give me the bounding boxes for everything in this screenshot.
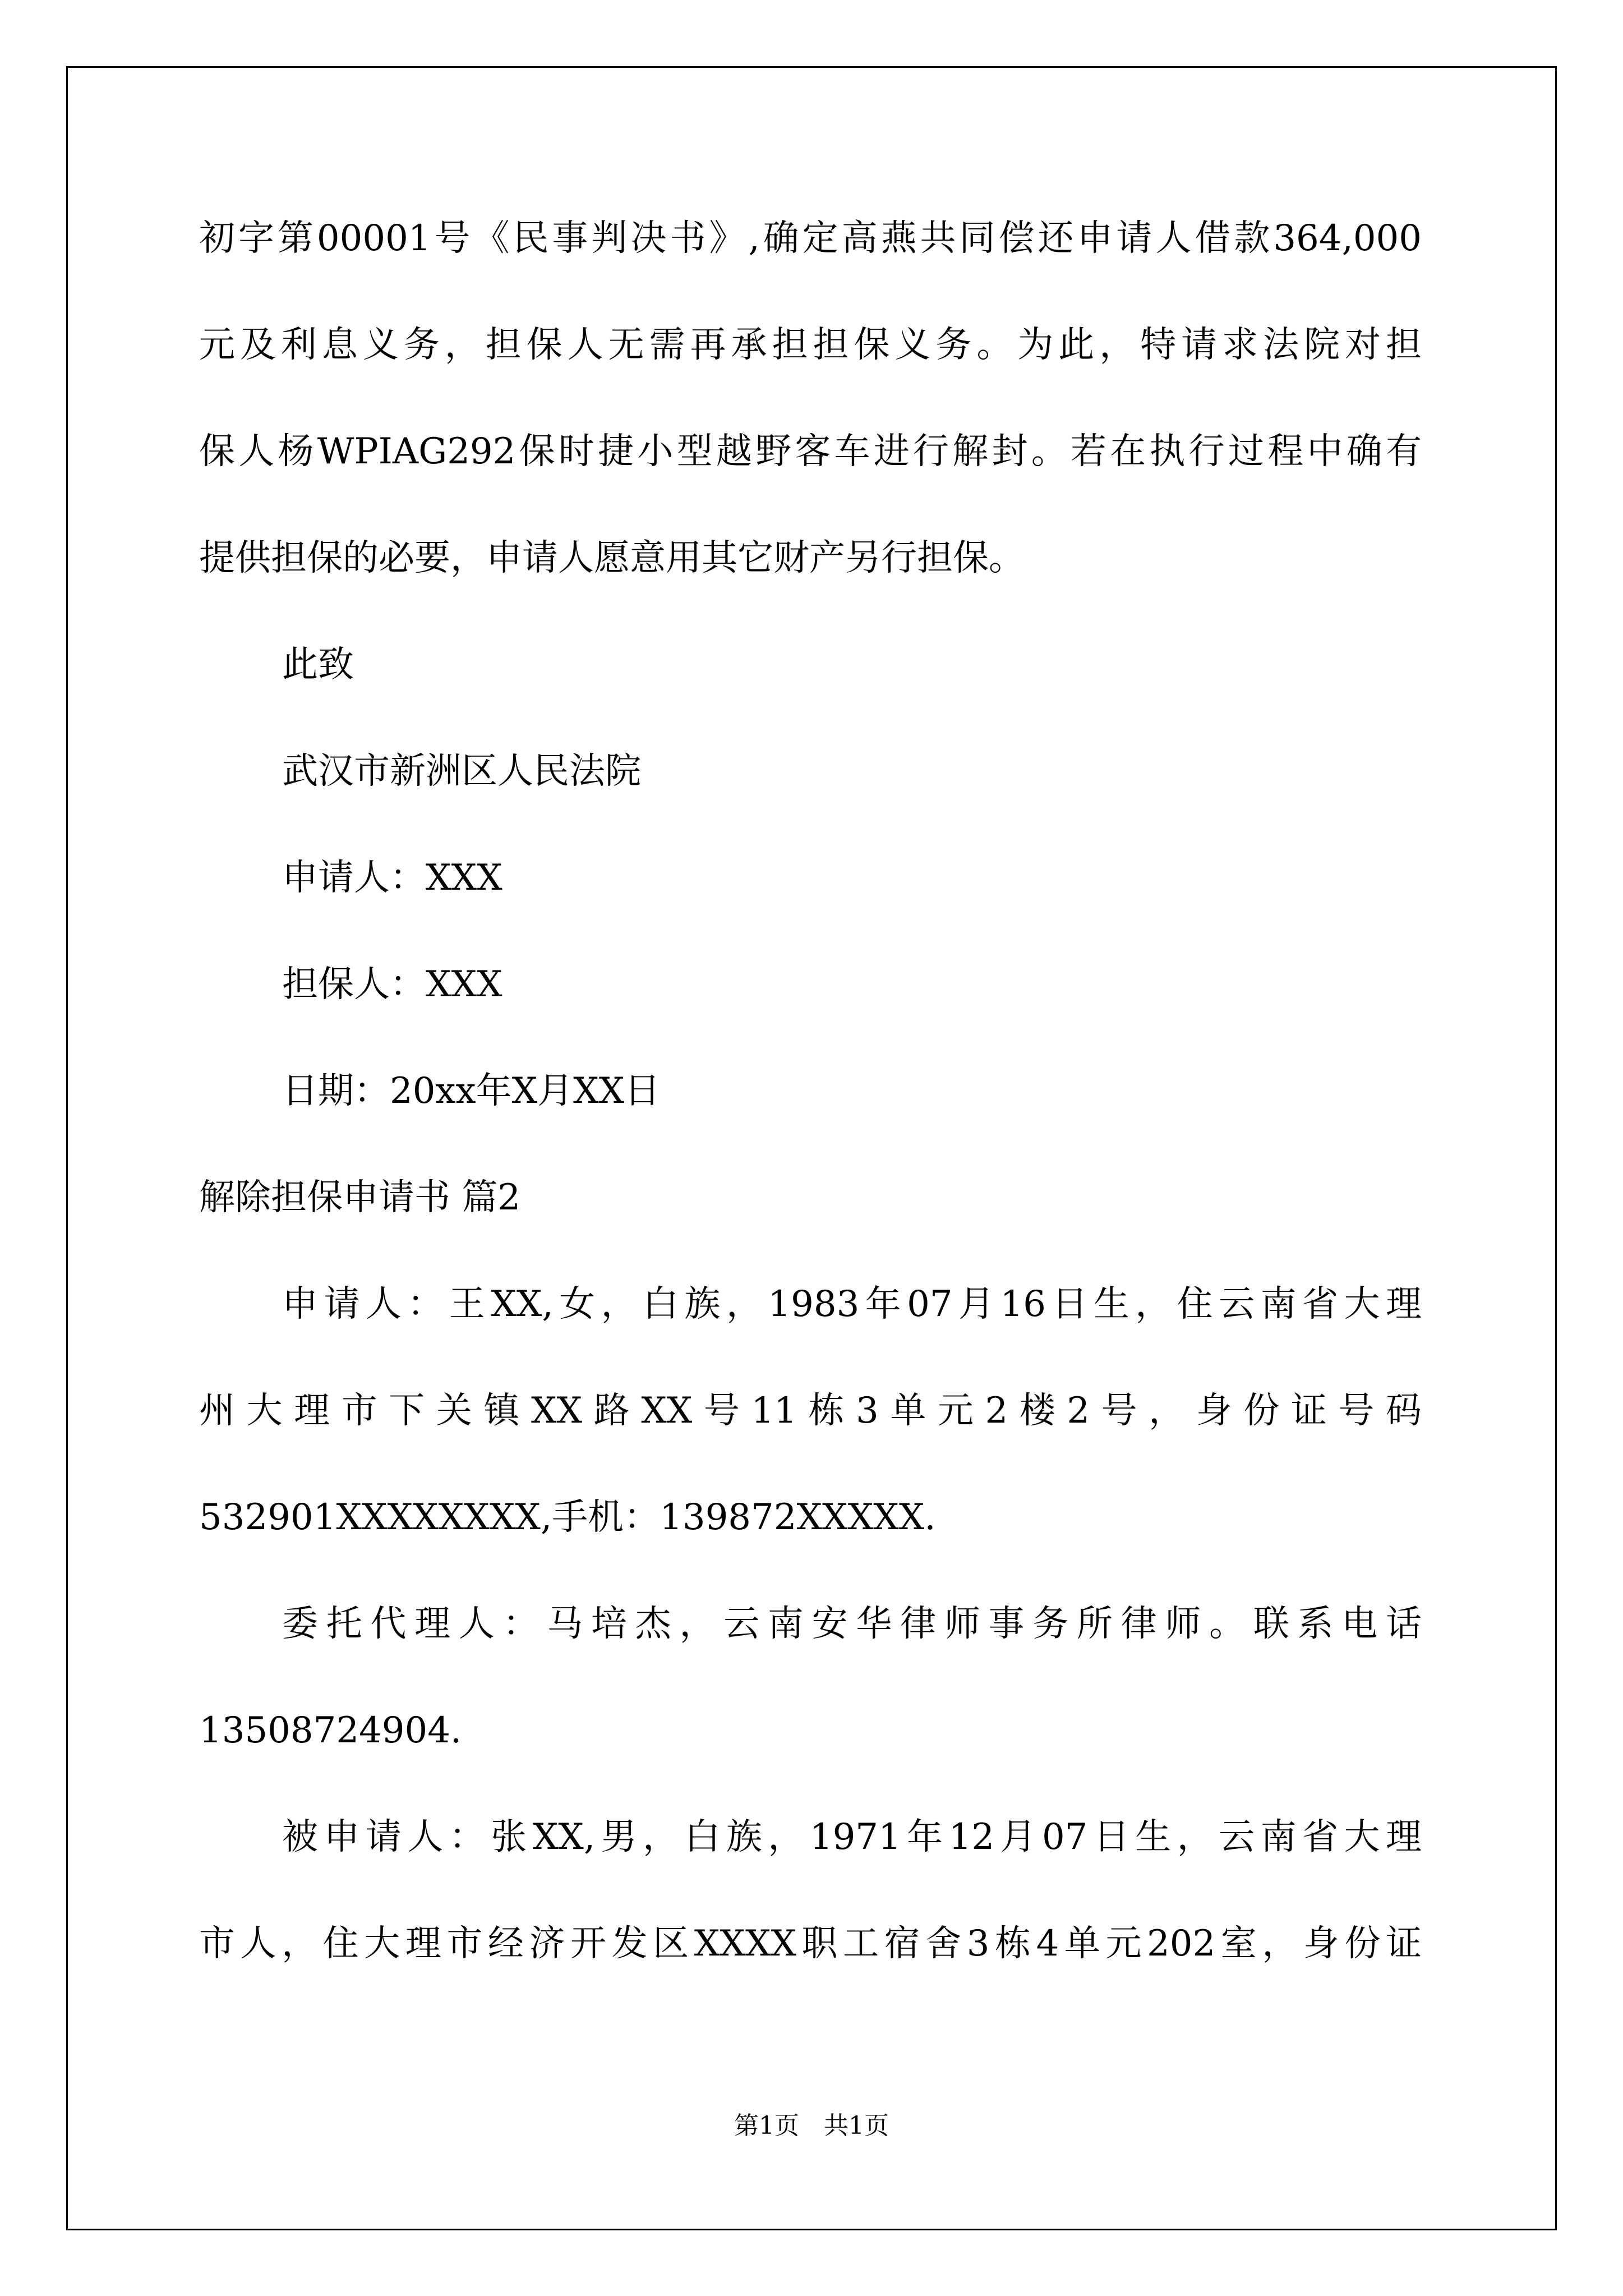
guarantor-signature: 担保人：XXX: [282, 964, 502, 1005]
salutation: 此致: [282, 644, 354, 685]
recipient-court: 武汉市新洲区人民法院: [282, 751, 641, 792]
applicant-signature: 申请人：XXX: [282, 857, 502, 899]
paragraph-line: 委托代理人：马培杰，云南安华律师事务所律师。联系电话: [282, 1603, 1422, 1645]
paragraph-line: 市人，住大理市经济开发区XXXX职工宿舍3栋4单元202室，身份证: [199, 1923, 1422, 1964]
section-heading: 解除担保申请书 篇2: [199, 1177, 521, 1218]
date-line: 日期：20xx年X月XX日: [282, 1070, 661, 1112]
page-number: 第1页 共1页: [734, 2111, 889, 2140]
paragraph-line: 州大理市下关镇XX路XX号11栋3单元2楼2号，身份证号码: [199, 1390, 1422, 1432]
paragraph-line: 532901XXXXXXXX,手机：139872XXXXX.: [199, 1497, 936, 1538]
paragraph-line: 提供担保的必要，申请人愿意用其它财产另行担保。: [199, 537, 1025, 579]
paragraph-line: 初字第00001号《民事判决书》,确定高燕共同偿还申请人借款364,000: [199, 218, 1422, 259]
document-body: [199, 210, 1422, 2022]
paragraph-line: 保人杨WPIAG292保时捷小型越野客车进行解封。若在执行过程中确有: [199, 431, 1422, 472]
paragraph-line: 13508724904.: [199, 1710, 462, 1751]
paragraph-line: 申请人：王XX,女，白族，1983年07月16日生，住云南省大理: [282, 1283, 1422, 1325]
paragraph-line: 元及利息义务，担保人无需再承担担保义务。为此，特请求法院对担: [199, 324, 1422, 366]
paragraph-line: 被申请人：张XX,男，白族，1971年12月07日生，云南省大理: [282, 1816, 1422, 1858]
